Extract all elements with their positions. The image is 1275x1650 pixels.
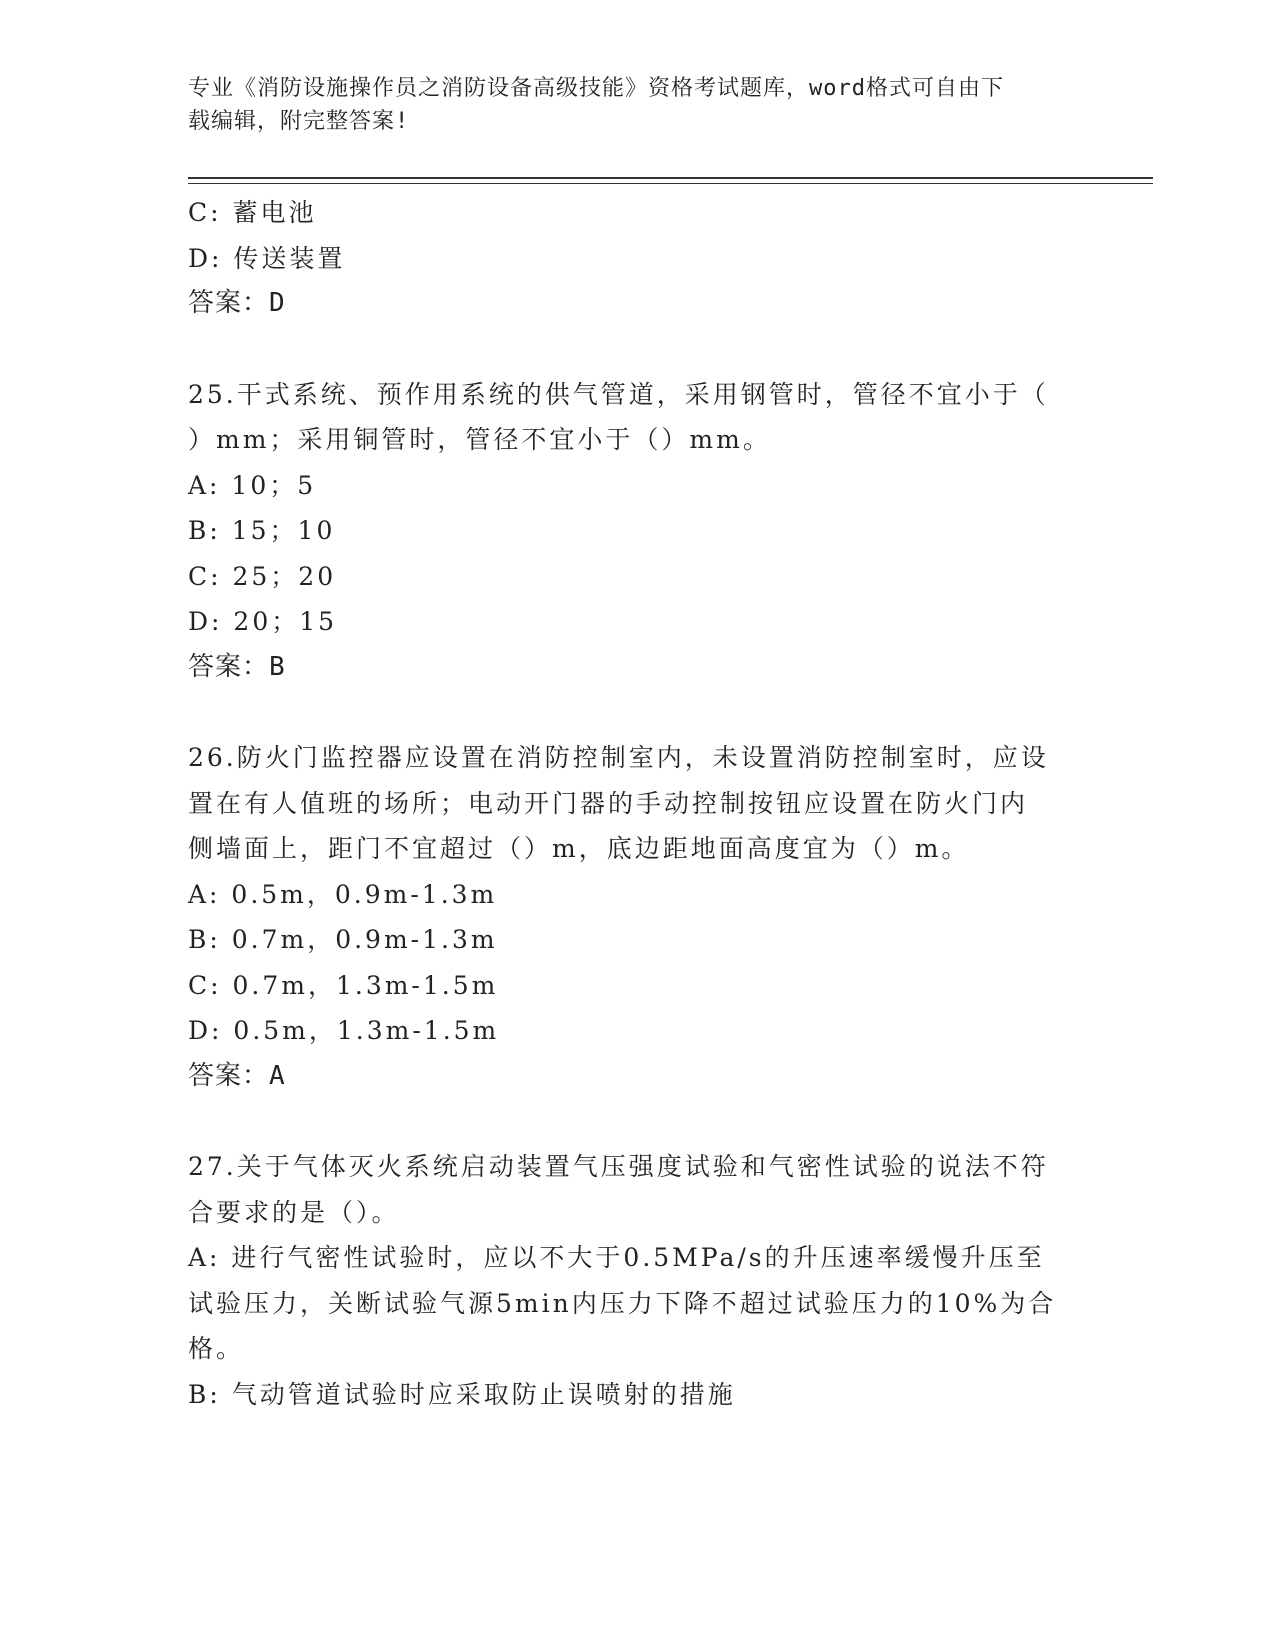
question-stem-line: ）mm；采用铜管时，管径不宜小于（）mm。	[188, 425, 771, 454]
option-a-line: A: 进行气密性试验时，应以不大于0.5MPa/s的升压速率缓慢升压至	[188, 1243, 1045, 1272]
header-divider-thin	[188, 183, 1153, 184]
spacer	[188, 1099, 1088, 1144]
option-a-line: 格。	[188, 1334, 245, 1363]
option-a: A: 10；5	[188, 470, 317, 500]
question-stem-line: 27.关于气体灭火系统启动装置气压强度试验和气密性试验的说法不符	[188, 1152, 1049, 1181]
option-d: D: 20；15	[188, 607, 338, 636]
option-a: A: 0.5m，0.9m-1.3m	[188, 879, 498, 909]
question-24-tail	[188, 190, 1088, 327]
answer: 答案：D	[188, 288, 286, 318]
option-c: C: 0.7m，1.3m-1.5m	[188, 970, 499, 1000]
question-stem-line: 置在有人值班的场所；电动开门器的手动控制按钮应设置在防火门内	[188, 788, 1029, 818]
option-b: B: 气动管道试验时应采取防止误喷射的措施	[188, 1379, 736, 1409]
option-c: C: 25；20	[188, 561, 337, 591]
option-b: B: 0.7m，0.9m-1.3m	[188, 925, 498, 954]
answer: 答案：A	[188, 1060, 286, 1091]
question-stem-line: 25.干式系统、预作用系统的供气管道，采用钢管时，管径不宜小于（	[188, 379, 1049, 409]
question-25	[188, 372, 1088, 691]
question-stem-line: 合要求的是（）。	[188, 1197, 400, 1227]
question-26	[188, 735, 1088, 1099]
option-b: B: 15；10	[188, 516, 336, 545]
question-stem-line: 侧墙面上，距门不宜超过（）m，底边距地面高度宜为（）m。	[188, 834, 970, 863]
spacer	[188, 690, 1088, 735]
option-a-line: 试验压力，关断试验气源5min内压力下降不超过试验压力的10%为合	[188, 1288, 1057, 1318]
header-line-1: 专业《消防设施操作员之消防设备高级技能》资格考试题库，word格式可自由下	[188, 76, 1004, 101]
question-stem-line: 26.防火门监控器应设置在消防控制室内，未设置消防控制室时，应设	[188, 743, 1049, 772]
option-d: D: 0.5m，1.3m-1.5m	[188, 1016, 500, 1045]
spacer	[188, 327, 1088, 372]
header-line-2: 载编辑，附完整答案!	[188, 109, 410, 134]
header-divider-thick	[188, 177, 1153, 179]
question-content	[188, 190, 1088, 1417]
document-header	[188, 72, 1068, 138]
option-d: D: 传送装置	[188, 243, 346, 273]
answer: 答案：B	[188, 651, 286, 682]
option-c: C: 蓄电池	[188, 198, 317, 227]
question-27	[188, 1144, 1088, 1417]
